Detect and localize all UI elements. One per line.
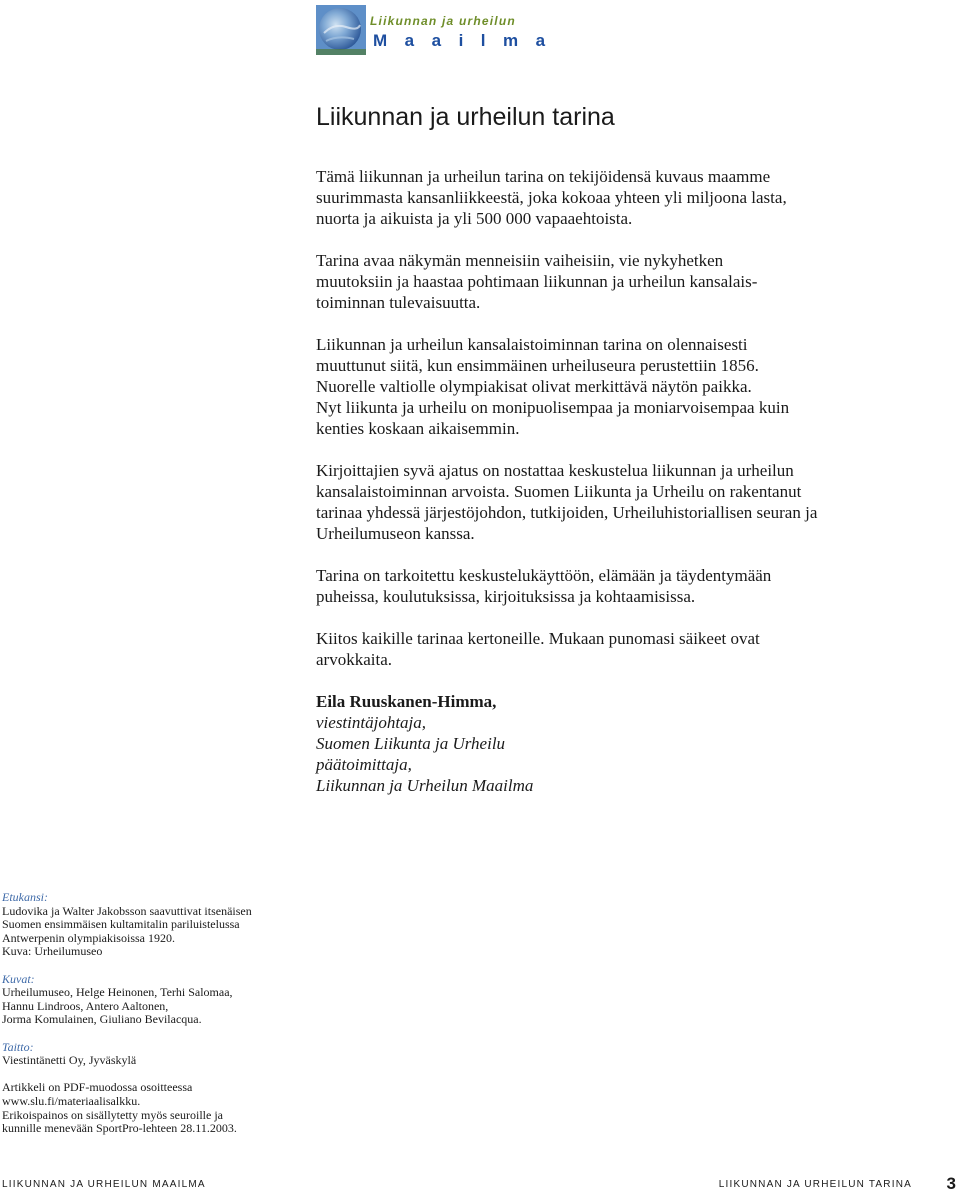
body-paragraph <box>316 565 936 607</box>
credits-block <box>2 891 322 1136</box>
signature-name: Eila Ruuskanen-Himma, <box>316 692 497 711</box>
paragraph-line: arvokkaita. <box>316 650 392 669</box>
signature-block <box>316 691 936 796</box>
paragraph-line: Urheilumuseon kanssa. <box>316 524 475 543</box>
cover-credit-line: Ludovika ja Walter Jakobsson saavuttivat itsenäisen <box>2 903 252 918</box>
paragraph-line: Nyt liikunta ja urheilu on monipuolisempaa ja moniarvoisempaa kuin <box>316 398 790 417</box>
cover-credit-line: Kuva: Urheilumuseo <box>2 944 103 959</box>
footer-magazine-name: LIIKUNNAN JA URHEILUN MAAILMA <box>2 1179 206 1190</box>
body-paragraph <box>316 166 936 229</box>
photos-credit-line: Urheilumuseo, Helge Heinonen, Terhi Salomaa, <box>2 985 233 1000</box>
page-footer <box>0 1176 960 1192</box>
photos-label: Kuvat: <box>2 971 35 986</box>
body-paragraph <box>316 250 936 313</box>
paragraph-line: Kiitos kaikille tarinaa kertoneille. Mukaan punomasi säikeet ovat <box>316 629 760 648</box>
page-number: 3 <box>946 1174 956 1193</box>
paragraph-line: Tämä liikunnan ja urheilun tarina on tekijöidensä kuvaus maamme <box>316 167 771 186</box>
note-line: kunnille menevään SportPro-lehteen 28.11.2003. <box>2 1121 237 1136</box>
paragraph-line: toiminnan tulevaisuutta. <box>316 293 481 312</box>
cover-credit-line: Antwerpenin olympiakisoissa 1920. <box>2 930 175 945</box>
body-paragraph <box>316 334 936 439</box>
cover-credit-line: Suomen ensimmäisen kultamitalin pariluistelussa <box>2 917 240 932</box>
photos-credit-line: Hannu Lindroos, Antero Aaltonen, <box>2 998 169 1013</box>
paragraph-line: muuttunut siitä, kun ensimmäinen urheiluseura perustettiin 1856. <box>316 356 759 375</box>
magazine-logo <box>316 5 568 55</box>
globe-logo-icon <box>316 5 366 55</box>
signature-role: päätoimittaja, <box>316 755 412 774</box>
signature-role: Suomen Liikunta ja Urheilu <box>316 734 506 753</box>
body-paragraph <box>316 628 936 670</box>
paragraph-line: Kirjoittajien syvä ajatus on nostattaa keskustelua liikunnan ja urheilun <box>316 461 794 480</box>
paragraph-line: suurimmasta kansanliikkeestä, joka kokoaa yhteen yli miljoona lasta, <box>316 188 787 207</box>
logo-text-line2: Maailma <box>373 31 563 50</box>
signature-role: Liikunnan ja Urheilun Maailma <box>316 776 534 795</box>
paragraph-line: Nuorelle valtiolle olympiakisat olivat merkittävä näytön paikka. <box>316 377 752 396</box>
paragraph-line: tarinaa yhdessä järjestöjohdon, tutkijoiden, Urheiluhistoriallisen seuran ja <box>316 503 818 522</box>
note-line: Artikkeli on PDF-muodossa osoitteessa <box>2 1080 193 1095</box>
note-line: www.slu.fi/materiaalisalkku. <box>2 1093 141 1108</box>
paragraph-line: puheissa, koulutuksissa, kirjoituksissa ja kohtaamisissa. <box>316 587 696 606</box>
footer-article-name: LIIKUNNAN JA URHEILUN TARINA <box>718 1179 912 1190</box>
paragraph-line: Liikunnan ja urheilun kansalaistoiminnan tarina on olennaisesti <box>316 335 748 354</box>
paragraph-line: Tarina avaa näkymän menneisiin vaiheisiin, vie nykyhetken <box>316 251 724 270</box>
layout-credit-line: Viestintänetti Oy, Jyväskylä <box>2 1053 137 1068</box>
photos-credit-line: Jorma Komulainen, Giuliano Bevilacqua. <box>2 1012 202 1027</box>
body-paragraph <box>316 460 936 544</box>
main-content <box>316 100 936 796</box>
page-title: Liikunnan ja urheilun tarina <box>316 103 615 131</box>
signature-role: viestintäjohtaja, <box>316 713 427 732</box>
paragraph-line: kansalaistoiminnan arvoista. Suomen Liikunta ja Urheilu on rakentanut <box>316 482 802 501</box>
cover-label: Etukansi: <box>2 890 48 904</box>
paragraph-line: Tarina on tarkoitettu keskustelukäyttöön, elämään ja täydentymään <box>316 566 772 585</box>
body-paragraphs <box>316 166 936 670</box>
note-line: Erikoispainos on sisällytetty myös seuroille ja <box>2 1107 223 1122</box>
paragraph-line: muutoksiin ja haastaa pohtimaan liikunnan ja urheilun kansalais- <box>316 272 758 291</box>
paragraph-line: nuorta ja aikuista ja yli 500 000 vapaaehtoista. <box>316 209 633 228</box>
paragraph-line: kenties koskaan aikaisemmin. <box>316 419 520 438</box>
logo-text-line1: Liikunnan ja urheilun <box>370 14 516 28</box>
layout-label: Taitto: <box>2 1039 34 1054</box>
